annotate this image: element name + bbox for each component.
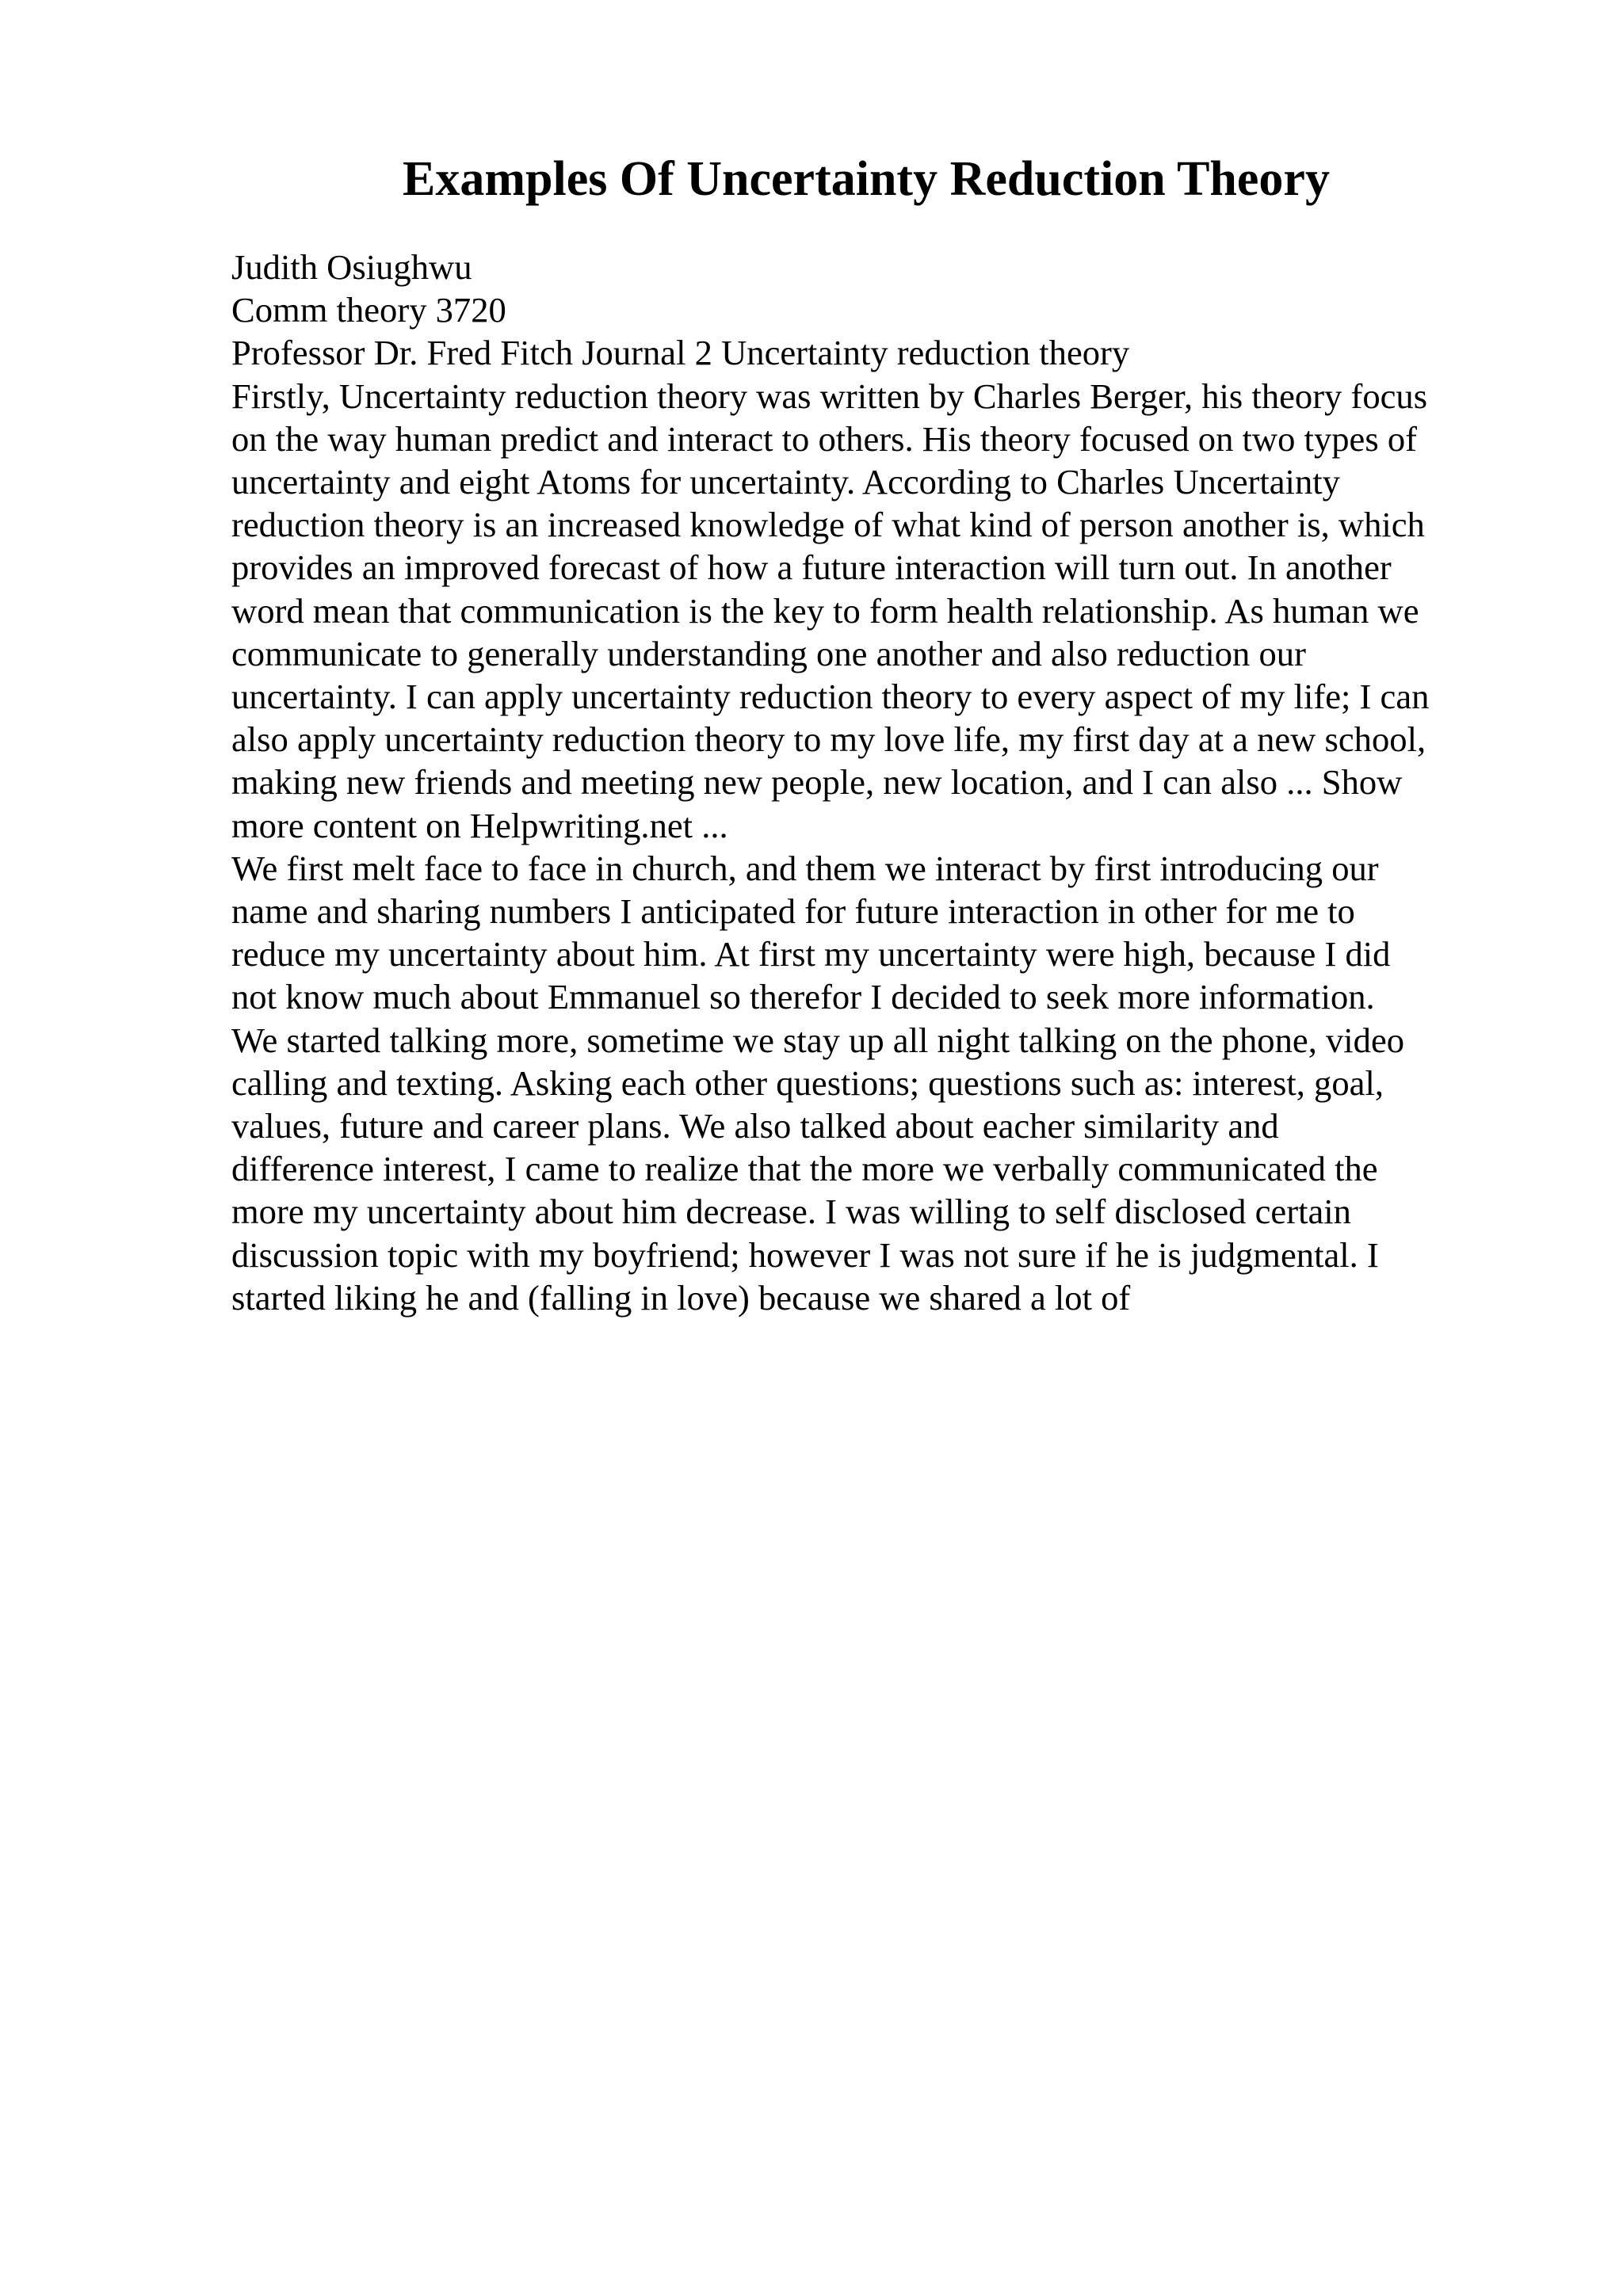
show-more-line: more content on Helpwriting.net ... bbox=[231, 805, 728, 845]
body-line: provides an improved forecast of how a future interaction will turn out. In another bbox=[231, 547, 1392, 588]
course-line: Comm theory 3720 bbox=[231, 290, 506, 330]
document-title: Examples Of Uncertainty Reduction Theory bbox=[403, 152, 1330, 206]
body-line: difference interest, I came to realize that the more we verbally communicated the bbox=[231, 1149, 1378, 1189]
body-line: We started talking more, sometime we stay up all night talking on the phone, video bbox=[231, 1020, 1405, 1060]
body-line: values, future and career plans. We also talked about eacher similarity and bbox=[231, 1106, 1279, 1146]
body-line: Firstly, Uncertainty reduction theory was written by Charles Berger, his theory focus bbox=[231, 376, 1428, 416]
document-body bbox=[231, 246, 1499, 1319]
body-line: more my uncertainty about him decrease. I was willing to self disclosed certain bbox=[231, 1192, 1351, 1232]
body-line: discussion topic with my boyfriend; however I was not sure if he is judgmental. I bbox=[231, 1234, 1379, 1275]
body-line: reduction theory is an increased knowledge of what kind of person another is, which bbox=[231, 505, 1425, 545]
body-line: communicate to generally understanding one another and also reduction our bbox=[231, 633, 1306, 673]
body-line: uncertainty. I can apply uncertainty reduction theory to every aspect of my life; I can bbox=[231, 677, 1430, 717]
body-line: We first melt face to face in church, and them we interact by first introducing our bbox=[231, 848, 1379, 888]
professor-line: Professor Dr. Fred Fitch Journal 2 Uncertainty reduction theory bbox=[231, 333, 1130, 373]
body-line: uncertainty and eight Atoms for uncertainty. According to Charles Uncertainty bbox=[231, 462, 1340, 502]
body-line: not know much about Emmanuel so therefor I decided to seek more information. bbox=[231, 977, 1375, 1017]
body-line: also apply uncertainty reduction theory to my love life, my first day at a new school, bbox=[231, 719, 1426, 760]
body-line: reduce my uncertainty about him. At first my uncertainty were high, because I did bbox=[231, 934, 1391, 974]
body-line: name and sharing numbers I anticipated for future interaction in other for me to bbox=[231, 891, 1355, 932]
body-line: word mean that communication is the key to form health relationship. As human we bbox=[231, 590, 1419, 631]
author-line: Judith Osiughwu bbox=[231, 247, 472, 287]
body-line: calling and texting. Asking each other questions; questions such as: interest, goal, bbox=[231, 1062, 1384, 1103]
body-line: making new friends and meeting new people, new location, and I can also ... Show bbox=[231, 762, 1403, 803]
body-line: on the way human predict and interact to others. His theory focused on two types of bbox=[231, 418, 1417, 459]
body-line: started liking he and (falling in love) because we shared a lot of bbox=[231, 1277, 1131, 1318]
